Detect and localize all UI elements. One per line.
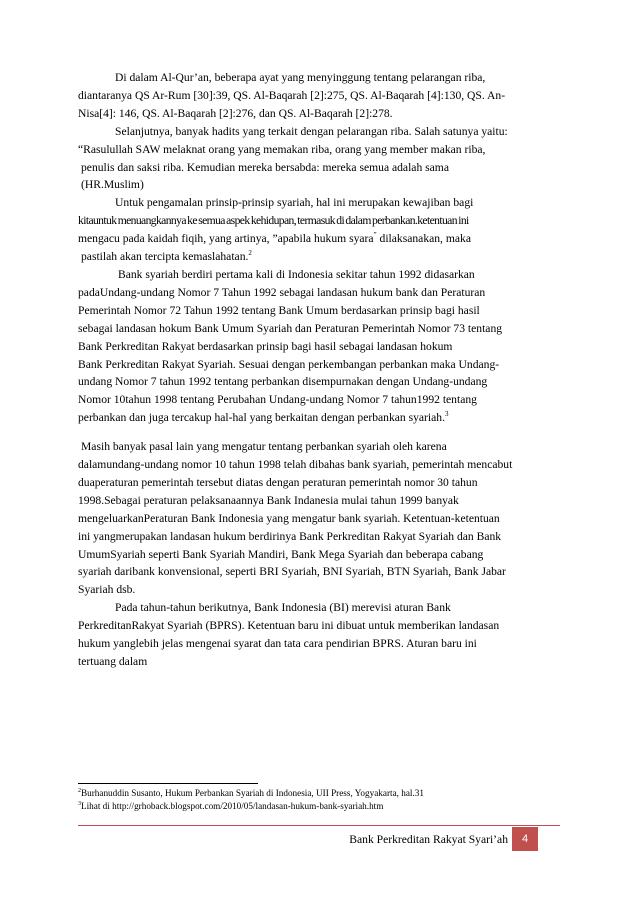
- paragraph-line: Di dalam Al-Qur’an, beberapa ayat yang menyinggung tentang pelarangan riba,: [115, 71, 486, 84]
- body-text: [78, 69, 560, 671]
- superscript-mark: ”: [373, 231, 377, 240]
- paragraph-line: UmumSyariah seperti Bank Syariah Mandiri, Bank Mega Syariah dan beberapa cabang: [78, 547, 484, 561]
- paragraph-line: undang Nomor 7 tahun 1992 tentang perbankan disempurnakan dengan Undang-undang: [78, 375, 488, 389]
- text-run: pastilah akan tercipta kemaslahatan.: [81, 250, 249, 264]
- paragraph-line: Masih banyak pasal lain yang mengatur tentang perbankan syariah oleh karena: [81, 440, 447, 454]
- paragraph-line: hukum yanglebih jelas mengenai syarat dan tata cara pendirian BPRS. Aturan baru ini: [78, 637, 477, 651]
- footer-title: Bank Perkreditan Rakyat Syari’ah: [349, 833, 508, 846]
- paragraph-gap: [78, 427, 560, 438]
- footnote-number: 2: [78, 788, 81, 794]
- footer-rule: [78, 825, 560, 826]
- paragraph-line: Nomor 10tahun 1998 tentang Perubahan Undang-undang Nomor 7 tahun1992 tentang: [78, 393, 477, 407]
- paragraph-line: tertuang dalam: [78, 655, 148, 668]
- paragraph-line: Nisa[4]: 146, QS. Al-Baqarah [2]:276, dan QS. Al-Baqarah [2]:278.: [78, 106, 393, 120]
- footnote-3: [78, 800, 560, 813]
- footnote-link[interactable]: Lihat di http://grhoback.blogspot.com/2010/05/landasan-hukum-bank-syariah.htm: [81, 801, 384, 811]
- paragraph-line: Untuk pengamalan prinsip-prinsip syariah, hal ini merupakan kewajiban bagi: [115, 196, 474, 210]
- paragraph-line: “Rasulullah SAW melaknat orang yang memakan riba, orang yang member makan riba,: [78, 142, 486, 156]
- footnote-ref-2[interactable]: 2: [248, 249, 252, 258]
- paragraph-line: dalamundang-undang nomor 10 tahun 1998 telah dibahas bank syariah, pemerintah mencabut: [78, 458, 513, 472]
- paragraph-line: diantaranya QS Ar-Rum [30]:39, QS. Al-Baqarah [2]:275, QS. Al-Baqarah [4]:130, QS. An-: [78, 88, 506, 102]
- paragraph-line: 1998.Sebagai peraturan pelaksanaannya Bank Indanesia mulai tahun 1999 banyak: [78, 493, 459, 507]
- paragraph-line: ini yangmerupakan landasan hukum berdirinya Bank Perkreditan Rakyat Syariah dan Bank: [78, 529, 502, 543]
- paragraph-line: duaperaturan pemerintah tersebut diatas dengan peraturan pemerintah nomor 30 tahun: [78, 475, 478, 489]
- page-number-badge: 4: [512, 827, 538, 851]
- paragraph-line: penulis dan saksi riba. Kemudian mereka bersabda: mereka semua adalah sama: [81, 160, 449, 174]
- paragraph-line: [78, 248, 560, 266]
- paragraph-line: PerkreditanRakyat Syariah (BPRS). Ketentuan baru ini dibuat untuk memberikan landasan: [78, 619, 500, 633]
- paragraph-line: Bank syariah berdiri pertama kali di Indonesia sekitar tahun 1992 didasarkan: [118, 267, 475, 281]
- paragraph-line: (HR.Muslim): [81, 178, 144, 192]
- footnote-ref-3[interactable]: 3: [444, 410, 449, 419]
- text-run: mengacu pada kaidah fiqih, yang artinya, ”apabila hukum syara: [78, 232, 374, 246]
- paragraph-line: Syariah dsb.: [78, 583, 136, 597]
- paragraph-line: kitauntuk menuangkannya ke semua aspek kehidupan, termasuk di dalam perbankan.ketentuan ini: [78, 214, 469, 228]
- paragraph-line: Pada tahun-tahun berikutnya, Bank Indonesia (BI) merevisi aturan Bank: [115, 601, 451, 615]
- footnote-separator: [78, 783, 258, 784]
- paragraph-line: Bank Perkreditan Rakyat berdasarkan prinsip bagi hasil sebagai landasan hokum: [78, 339, 453, 353]
- page-footer: [0, 825, 638, 851]
- paragraph-line: Selanjutnya, banyak hadits yang terkait dengan pelarangan riba. Salah satunya yaitu:: [115, 124, 508, 138]
- paragraph-line: Pemerintah Nomor 72 Tahun 1992 tentang Bank Umum berdasarkan prinsip bagi hasil: [78, 303, 480, 317]
- paragraph-line: [78, 230, 560, 248]
- footnotes: [78, 787, 560, 813]
- text-run: perbankan dan juga tercakup hal-hal yang berkaitan dengan perbankan syariah.: [78, 411, 445, 425]
- footnote-text: Burhanuddin Susanto, Hukum Perbankan Syariah di Indonesia, UII Press, Yogyakarta, hal.31: [81, 788, 424, 798]
- paragraph-line: padaUndang-undang Nomor 7 Tahun 1992 sebagai landasan hukum bank dan Peraturan: [78, 285, 486, 299]
- text-run: dilaksanakan, maka: [376, 232, 471, 246]
- paragraph-line: [78, 409, 560, 427]
- paragraph-line: syariah daribank konvensional, seperti BRI Syariah, BNI Syariah, BTN Syariah, Bank Jabar: [78, 565, 506, 579]
- footnote-number: 3: [78, 801, 81, 807]
- paragraph-line: sebagai landasan hokum Bank Umum Syariah dan Peraturan Pemerintah Nomor 73 tentang: [78, 321, 503, 335]
- paragraph-line: mengeluarkanPeraturan Bank Indonesia yang mengatur bank syariah. Ketentuan-ketentuan: [78, 511, 500, 525]
- footnote-2: [78, 787, 560, 800]
- paragraph-line: Bank Perkreditan Rakyat Syariah. Sesuai dengan perkembangan perbankan maka Undang-: [78, 357, 500, 371]
